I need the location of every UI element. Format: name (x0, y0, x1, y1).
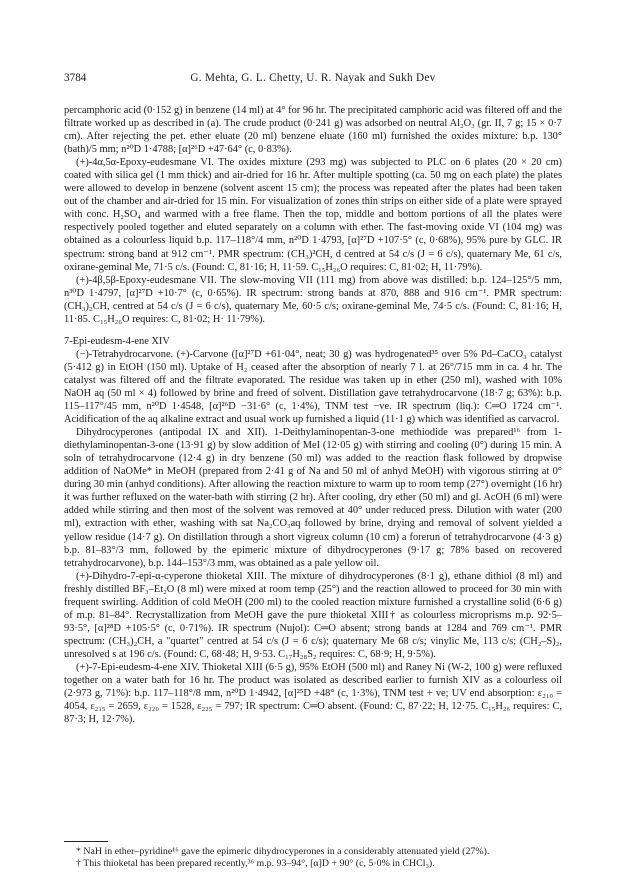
running-title: G. Mehta, G. L. Chetty, U. R. Nayak and Sukh Dev (190, 72, 436, 84)
footnote-dagger: † This thioketal has been prepared recently,³⁶ m.p. 93–94°, [α]D + 90° (c, 5·0% in CHCl₃). (76, 858, 435, 869)
page-number: 3784 (64, 72, 87, 84)
paragraph-dihydrocyperones: Dihydrocyperones (antipodal IX and XII). 1-Deithylaminopentan-3-one methiodide was prepared¹⁶ from 1-diethylaminopentan-3-one (13·91 g) by slow addition of MeI (12·05 g) with stirring and cooling (0°) during 15 min. A soln of tetrahydrocarvone (12·4 g) in dry benzene (50 ml) was added to the reaction flask followed by dropwise addition of NaOMe* in MeOH (prepared from 2·41 g of Na and 50 ml of anhyd MeOH) with vigorous stirring at 0° during 30 min (anhyd conditions). After allowing the reaction mixture to warm up to room temp (27°) overnight (16 hr) it was further refluxed on the water-bath with stirring (2 hr). After cooling, dry ether (50 ml) and gl. AcOH (6 ml) were added while stirring and then most of the solvent was removed at 40° under reduced press. Dilution with water (200 ml), extraction with ether, washing with sat Na₂CO₃aq followed by brine, drying and removal of solvent yielded a yellow residue (14·7 g). On distillation through a short vigreux column (10 cm) a forerun of tetrahydrocarvone (4·3 g) b.p. 81–83°/3 mm, followed by the epimeric mixture of dihydrocyperones (9·17 g; 78% based on recovered tetrahydrocarvone), b.p. 144–153°/3 mm, was obtained as a pale yellow oil. (64, 427, 562, 569)
paragraph-epoxy-eudesmane-vi: (+)-4α,5α-Epoxy-eudesmane VI. The oxides mixture (293 mg) was subjected to PLC on 6 plates (20 × 20 cm) coated with silica gel (1 mm thick) and air-dried for 16 hr. After multiple spotting (ca. 50 mg on each plate) the plates were allowed to develop in benzene (solvent ascent 15 cm); the process was repeated after the plates had been taken out of the chamber and air-dried for 15 min. For visualization of zones thin strips on either side of a plate were sprayed with conc. H₂SO₄ and warmed with a free flame. Then the top, middle and bottom portions of all the plates were respectively pooled together and eluted separately on a column with ether. The fast-moving oxide VI (104 mg) was obtained as a colourless liquid b.p. 117–118°/4 mm, n²⁰D 1·4793, [α]²⁷D +107·5° (c, 0·68%), 95% pure by GLC. IR spectrum: strong band at 912 cm⁻¹. PMR spectrum: (CH₃)²CH, d centred at 54 c/s (J = 6 c/s), quaternary Me, 61 c/s, oxirane-geminal Me, 71·5 c/s. (Found: C, 81·16; H, 11·59. C₁₅H₂₆O requires: C, 81·02; H, 11·79%). (64, 157, 562, 273)
footnote-asterisk: * NaH in ether–pyridine¹⁶ gave the epimeric dihydrocyperones in a considerably attenuated yield (27%). (76, 846, 490, 857)
paragraph-thioketal: (+)-Dihydro-7-epi-α-cyperone thioketal XIII. The mixture of dihydrocyperones (8·1 g), ethane dithiol (8 ml) and freshly distilled BF₃–Et₂O (8 ml) were mixed at room temp (25°) and the reaction allowed to proceed for 30 min with frequent swirling. Addition of cold MeOH (200 ml) to the cooled reaction mixture furnished a crystalline solid (6·6 g) of m.p. 81–84°. Recrystallization from MeOH gave the pure thioketal XIII† as colourless microprisms m.p. 92·5–93·5°, [α]²⁸D +105·5° (c, 0·71%). IR spectrum (Nujol): C═O absent; strong bands at 1284 and 769 cm⁻¹. PMR spectrum: (CH₃)₂CH, a "quartet" centred at 54 c/s (J = 6 c/s); quaternary Me 68 c/s; vinylic Me, 113 c/s; (CH₂–S)₂, unresolved s at 196 c/s. (Found: C, 68·48; H, 9·53. C₁₇H₂₈S₂ requires: C, 68·9; H, 9·5%). (64, 570, 562, 660)
article-body (64, 104, 562, 726)
paragraph-percamphoric: percamphoric acid (0·152 g) in benzene (14 ml) at 4° for 96 hr. The precipitated camphoric acid was filtered off and the filtrate worked up as described in (a). The crude product (0·241 g) was adsorbed on neutral Al₂O₃ (gr. II, 7 g; 15 × 0·7 cm). After rejecting the pet. ether eluate (20 ml) benzene eluate (160 ml) furnished the oxides mixture: b.p. 130° (bath)/5 mm; n²⁰D 1·4788; [α]²⁶D +47·64° (c, 0·83%). (64, 105, 562, 156)
paragraph-tetrahydrocarvone: (−)-Tetrahydrocarvone. (+)-Carvone ([α]²⁷D +61·04°, neat; 30 g) was hydrogenated³⁵ over 5% Pd–CaCO₃ catalyst (5·412 g) in EtOH (150 ml). Uptake of H₂ ceased after the absorption of nearly 7 l. at 26°/715 mm in ca. 4 hr. The catalyst was filtered off and the filtrate evaporated. The residue was taken up in ether (250 ml), washed with 10% NaOH aq (50 ml × 4) followed by brine and freed of solvent. Distillation gave tetrahydrocarvone (18·7 g; 63%): b.p. 115–117°/45 mm, n²⁰D 1·4548, [α]²⁶D −31·6° (c, 1·4%), TNM test −ve. IR spectrum (liq.): C═O 1724 cm⁻¹. Acidification of the aq alkaline extract and usual work up furnished a liquid (11·1 g) which was identified as carvacrol. (64, 348, 562, 426)
page-header (64, 72, 562, 88)
footnotes (64, 835, 562, 870)
section-heading: 7-Epi-eudesm-4-ene XIV (64, 335, 170, 347)
paragraph-epoxy-eudesmane-vii: (+)-4β,5β-Epoxy-eudesmane VII. The slow-moving VII (111 mg) from above was distilled: b.p. 124–125°/5 mm, n³⁰D 1·4797, [α]²⁷D +10·7° (c, 0·65%). IR spectrum: strong bands at 870, 888 and 916 cm⁻¹. PMR spectrum: (CH₃)₂CH, centred at 54 c/s (J = 6 c/s), quaternary Me, 60·5 c/s; oxirane-geminal Me, 74·5 c/s. (Found: C, 81·16; H, 11·85. C₁₅H₂₆O requires: C, 81·02; H· 11·79%). (64, 274, 562, 325)
footnote-rule (64, 841, 108, 842)
paragraph-epi-eudesm-ene: (+)-7-Epi-eudesm-4-ene XIV. Thioketal XIII (6·5 g), 95% EtOH (500 ml) and Raney Ni (W-2, 100 g) were refluxed together on a water bath for 16 hr. The product was isolated as described earlier to furnish XIV as a colourless oil (2·973 g, 71%): b.p. 117–118°/8 mm, n²⁰D 1·4942, [α]²⁵D +48° (c, 1·3%), TNM test + ve; UV end absorption: ε₂₁₀ = 4054, ε₂₁₅ = 2659, ε₂₂₀ = 1528, ε₂₂₅ = 797; IR spectrum: C═O absent. (Found: C, 87·22; H, 12·75. C₁₅H₂₆ requires: C, 87·3; H, 12·7%). (64, 661, 562, 726)
